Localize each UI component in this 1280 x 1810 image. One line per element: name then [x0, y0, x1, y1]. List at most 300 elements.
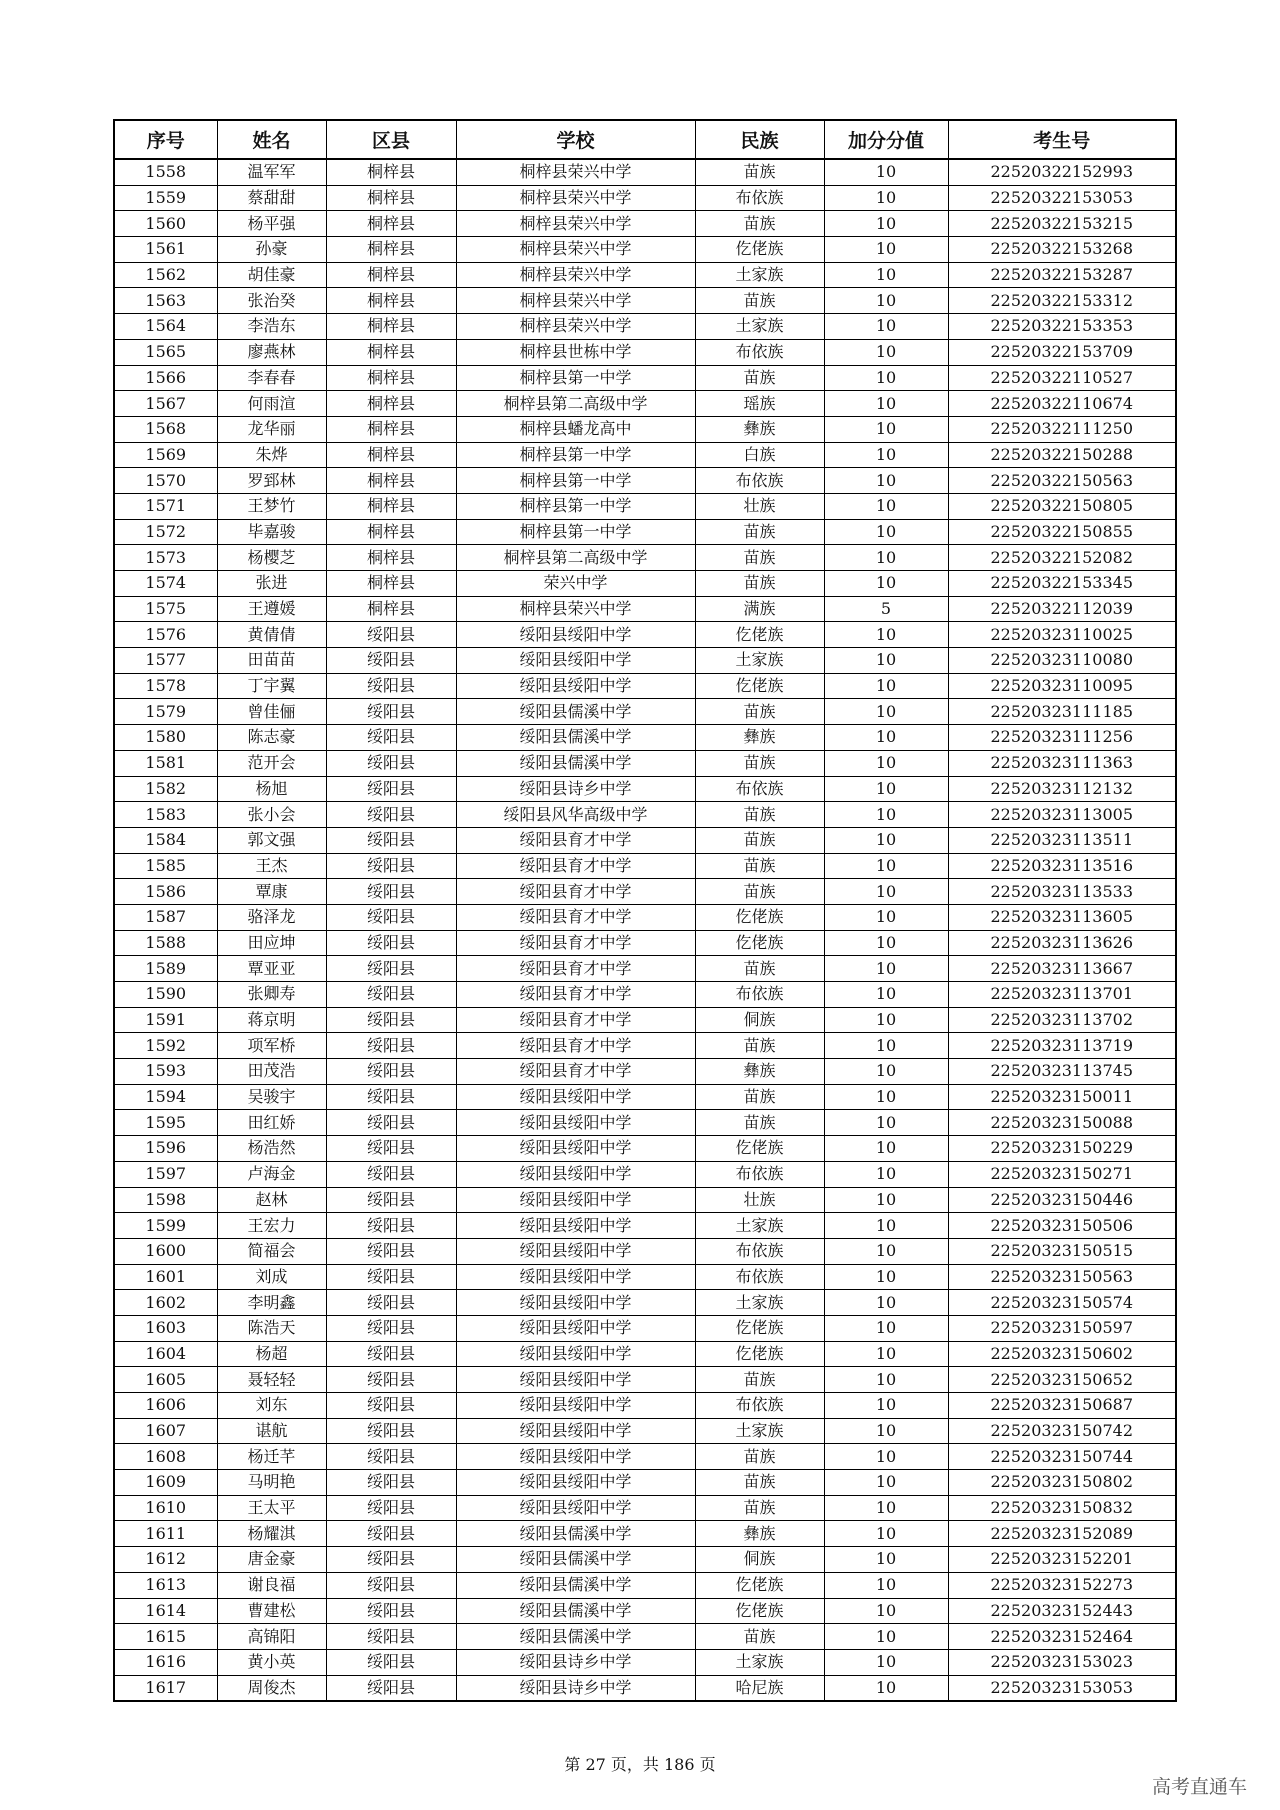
cell-exam-id: 22520323153053 [948, 1675, 1176, 1701]
cell-index: 1581 [114, 750, 217, 776]
cell-bonus-points: 10 [824, 648, 948, 674]
cell-index: 1563 [114, 288, 217, 314]
cell-school: 桐梓县第二高级中学 [456, 545, 695, 571]
cell-name: 廖燕林 [217, 339, 326, 365]
table-row [114, 391, 1176, 417]
header-school: 学校 [456, 120, 695, 159]
cell-index: 1578 [114, 673, 217, 699]
cell-name: 田红娇 [217, 1110, 326, 1136]
cell-ethnicity: 布依族 [695, 982, 824, 1008]
cell-name: 杨浩然 [217, 1136, 326, 1162]
cell-bonus-points: 10 [824, 1470, 948, 1496]
cell-exam-id: 22520323150088 [948, 1110, 1176, 1136]
cell-bonus-points: 10 [824, 1495, 948, 1521]
cell-ethnicity: 土家族 [695, 648, 824, 674]
cell-index: 1590 [114, 982, 217, 1008]
cell-county: 桐梓县 [326, 339, 456, 365]
cell-ethnicity: 仡佬族 [695, 1572, 824, 1598]
cell-bonus-points: 10 [824, 1675, 948, 1701]
cell-index: 1611 [114, 1521, 217, 1547]
cell-bonus-points: 10 [824, 262, 948, 288]
cell-exam-id: 22520322153268 [948, 237, 1176, 263]
cell-bonus-points: 10 [824, 159, 948, 185]
cell-exam-id: 22520323150652 [948, 1367, 1176, 1393]
cell-exam-id: 22520323150802 [948, 1470, 1176, 1496]
cell-exam-id: 22520322111250 [948, 416, 1176, 442]
table-row [114, 1495, 1176, 1521]
cell-ethnicity: 苗族 [695, 571, 824, 597]
cell-bonus-points: 10 [824, 904, 948, 930]
cell-school: 桐梓县世栋中学 [456, 339, 695, 365]
cell-bonus-points: 10 [824, 1572, 948, 1598]
cell-county: 绥阳县 [326, 699, 456, 725]
cell-exam-id: 22520323111363 [948, 750, 1176, 776]
cell-county: 桐梓县 [326, 365, 456, 391]
cell-county: 桐梓县 [326, 211, 456, 237]
cell-ethnicity: 仡佬族 [695, 1341, 824, 1367]
cell-bonus-points: 10 [824, 776, 948, 802]
cell-bonus-points: 10 [824, 1264, 948, 1290]
cell-ethnicity: 仡佬族 [695, 1315, 824, 1341]
cell-name: 蔡甜甜 [217, 185, 326, 211]
cell-name: 刘东 [217, 1393, 326, 1419]
cell-bonus-points: 10 [824, 1187, 948, 1213]
cell-county: 绥阳县 [326, 1418, 456, 1444]
cell-ethnicity: 彝族 [695, 416, 824, 442]
cell-name: 何雨渲 [217, 391, 326, 417]
cell-county: 绥阳县 [326, 725, 456, 751]
cell-bonus-points: 10 [824, 339, 948, 365]
cell-county: 桐梓县 [326, 519, 456, 545]
cell-index: 1617 [114, 1675, 217, 1701]
cell-index: 1614 [114, 1598, 217, 1624]
cell-school: 绥阳县绥阳中学 [456, 1161, 695, 1187]
table-row [114, 1341, 1176, 1367]
cell-exam-id: 22520323150229 [948, 1136, 1176, 1162]
cell-county: 桐梓县 [326, 416, 456, 442]
cell-index: 1607 [114, 1418, 217, 1444]
cell-name: 龙华丽 [217, 416, 326, 442]
cell-county: 绥阳县 [326, 1264, 456, 1290]
cell-school: 桐梓县蟠龙高中 [456, 416, 695, 442]
cell-county: 绥阳县 [326, 802, 456, 828]
cell-index: 1558 [114, 159, 217, 185]
cell-county: 绥阳县 [326, 1187, 456, 1213]
cell-name: 刘成 [217, 1264, 326, 1290]
cell-bonus-points: 5 [824, 596, 948, 622]
cell-index: 1598 [114, 1187, 217, 1213]
cell-county: 绥阳县 [326, 853, 456, 879]
table-row [114, 1161, 1176, 1187]
table-row [114, 1393, 1176, 1419]
cell-index: 1569 [114, 442, 217, 468]
cell-exam-id: 22520323111185 [948, 699, 1176, 725]
cell-county: 绥阳县 [326, 1033, 456, 1059]
cell-name: 赵林 [217, 1187, 326, 1213]
cell-name: 骆泽龙 [217, 904, 326, 930]
table-row [114, 956, 1176, 982]
cell-bonus-points: 10 [824, 1444, 948, 1470]
cell-name: 张进 [217, 571, 326, 597]
cell-county: 绥阳县 [326, 1470, 456, 1496]
cell-bonus-points: 10 [824, 1521, 948, 1547]
cell-index: 1585 [114, 853, 217, 879]
cell-index: 1567 [114, 391, 217, 417]
cell-county: 桐梓县 [326, 391, 456, 417]
cell-school: 桐梓县荣兴中学 [456, 314, 695, 340]
cell-index: 1605 [114, 1367, 217, 1393]
cell-school: 绥阳县绥阳中学 [456, 622, 695, 648]
cell-name: 罗郅林 [217, 468, 326, 494]
cell-bonus-points: 10 [824, 699, 948, 725]
header-index: 序号 [114, 120, 217, 159]
table-row [114, 648, 1176, 674]
cell-school: 绥阳县绥阳中学 [456, 1495, 695, 1521]
cell-bonus-points: 10 [824, 545, 948, 571]
cell-county: 桐梓县 [326, 442, 456, 468]
cell-county: 绥阳县 [326, 930, 456, 956]
cell-name: 谌航 [217, 1418, 326, 1444]
cell-exam-id: 22520323113667 [948, 956, 1176, 982]
cell-exam-id: 22520323113605 [948, 904, 1176, 930]
cell-name: 田苗苗 [217, 648, 326, 674]
cell-name: 谢良福 [217, 1572, 326, 1598]
cell-county: 绥阳县 [326, 1213, 456, 1239]
cell-school: 桐梓县荣兴中学 [456, 237, 695, 263]
table-row [114, 314, 1176, 340]
cell-ethnicity: 苗族 [695, 879, 824, 905]
cell-ethnicity: 苗族 [695, 1033, 824, 1059]
cell-school: 绥阳县育才中学 [456, 1059, 695, 1085]
cell-exam-id: 22520322153053 [948, 185, 1176, 211]
cell-county: 绥阳县 [326, 1367, 456, 1393]
cell-index: 1580 [114, 725, 217, 751]
cell-name: 简福会 [217, 1238, 326, 1264]
cell-school: 绥阳县育才中学 [456, 853, 695, 879]
cell-school: 绥阳县绥阳中学 [456, 1290, 695, 1316]
cell-index: 1575 [114, 596, 217, 622]
cell-county: 绥阳县 [326, 1341, 456, 1367]
cell-name: 朱烨 [217, 442, 326, 468]
cell-county: 绥阳县 [326, 1084, 456, 1110]
cell-name: 范开会 [217, 750, 326, 776]
cell-index: 1586 [114, 879, 217, 905]
cell-ethnicity: 苗族 [695, 211, 824, 237]
table-row [114, 1213, 1176, 1239]
cell-county: 桐梓县 [326, 314, 456, 340]
cell-index: 1566 [114, 365, 217, 391]
cell-ethnicity: 布依族 [695, 1393, 824, 1419]
cell-index: 1593 [114, 1059, 217, 1085]
cell-bonus-points: 10 [824, 185, 948, 211]
cell-exam-id: 22520323110080 [948, 648, 1176, 674]
cell-school: 绥阳县儒溪中学 [456, 1598, 695, 1624]
cell-ethnicity: 苗族 [695, 699, 824, 725]
table-row [114, 802, 1176, 828]
table-row [114, 776, 1176, 802]
cell-exam-id: 22520322110674 [948, 391, 1176, 417]
cell-index: 1560 [114, 211, 217, 237]
cell-bonus-points: 10 [824, 930, 948, 956]
cell-exam-id: 22520322153353 [948, 314, 1176, 340]
cell-bonus-points: 10 [824, 288, 948, 314]
cell-school: 桐梓县第一中学 [456, 442, 695, 468]
cell-county: 桐梓县 [326, 545, 456, 571]
cell-bonus-points: 10 [824, 1547, 948, 1573]
cell-ethnicity: 彝族 [695, 1059, 824, 1085]
cell-bonus-points: 10 [824, 211, 948, 237]
cell-bonus-points: 10 [824, 365, 948, 391]
cell-school: 绥阳县绥阳中学 [456, 1213, 695, 1239]
cell-school: 桐梓县第一中学 [456, 365, 695, 391]
cell-index: 1602 [114, 1290, 217, 1316]
cell-ethnicity: 土家族 [695, 314, 824, 340]
cell-ethnicity: 壮族 [695, 1187, 824, 1213]
cell-ethnicity: 侗族 [695, 1547, 824, 1573]
cell-county: 绥阳县 [326, 1136, 456, 1162]
table-row [114, 1059, 1176, 1085]
table-row [114, 1572, 1176, 1598]
table-row [114, 519, 1176, 545]
cell-name: 马明艳 [217, 1470, 326, 1496]
cell-county: 桐梓县 [326, 596, 456, 622]
cell-name: 张卿寿 [217, 982, 326, 1008]
cell-county: 绥阳县 [326, 1238, 456, 1264]
table-row [114, 596, 1176, 622]
cell-index: 1588 [114, 930, 217, 956]
table-row [114, 622, 1176, 648]
cell-ethnicity: 布依族 [695, 185, 824, 211]
cell-county: 绥阳县 [326, 1495, 456, 1521]
cell-school: 绥阳县绥阳中学 [456, 1238, 695, 1264]
cell-name: 张治癸 [217, 288, 326, 314]
table-row [114, 673, 1176, 699]
cell-school: 荣兴中学 [456, 571, 695, 597]
table-row [114, 1187, 1176, 1213]
table-row [114, 1367, 1176, 1393]
cell-ethnicity: 苗族 [695, 1444, 824, 1470]
cell-name: 黄小英 [217, 1649, 326, 1675]
cell-county: 桐梓县 [326, 468, 456, 494]
table-row [114, 442, 1176, 468]
cell-exam-id: 22520323113702 [948, 1007, 1176, 1033]
cell-name: 李明鑫 [217, 1290, 326, 1316]
cell-ethnicity: 彝族 [695, 725, 824, 751]
cell-school: 绥阳县绥阳中学 [456, 1470, 695, 1496]
cell-name: 陈浩天 [217, 1315, 326, 1341]
cell-school: 绥阳县儒溪中学 [456, 1624, 695, 1650]
header-ethnicity: 民族 [695, 120, 824, 159]
header-name: 姓名 [217, 120, 326, 159]
cell-school: 绥阳县育才中学 [456, 879, 695, 905]
cell-index: 1568 [114, 416, 217, 442]
cell-school: 绥阳县绥阳中学 [456, 1341, 695, 1367]
cell-index: 1604 [114, 1341, 217, 1367]
table-row [114, 1033, 1176, 1059]
cell-school: 绥阳县育才中学 [456, 1007, 695, 1033]
cell-index: 1573 [114, 545, 217, 571]
cell-bonus-points: 10 [824, 1084, 948, 1110]
table-row [114, 1238, 1176, 1264]
cell-school: 绥阳县绥阳中学 [456, 1444, 695, 1470]
cell-ethnicity: 满族 [695, 596, 824, 622]
cell-county: 绥阳县 [326, 1161, 456, 1187]
cell-exam-id: 22520323150597 [948, 1315, 1176, 1341]
cell-ethnicity: 仡佬族 [695, 673, 824, 699]
cell-county: 绥阳县 [326, 904, 456, 930]
cell-name: 王杰 [217, 853, 326, 879]
table-row [114, 468, 1176, 494]
cell-name: 周俊杰 [217, 1675, 326, 1701]
cell-exam-id: 22520322153345 [948, 571, 1176, 597]
table-row [114, 1110, 1176, 1136]
table-row [114, 1521, 1176, 1547]
cell-school: 绥阳县绥阳中学 [456, 1367, 695, 1393]
cell-ethnicity: 苗族 [695, 519, 824, 545]
cell-county: 绥阳县 [326, 1547, 456, 1573]
cell-bonus-points: 10 [824, 1110, 948, 1136]
table-row [114, 1418, 1176, 1444]
cell-index: 1559 [114, 185, 217, 211]
cell-ethnicity: 仡佬族 [695, 930, 824, 956]
table-row [114, 1264, 1176, 1290]
cell-exam-id: 22520322150563 [948, 468, 1176, 494]
cell-name: 田茂浩 [217, 1059, 326, 1085]
cell-exam-id: 22520323152273 [948, 1572, 1176, 1598]
cell-county: 绥阳县 [326, 827, 456, 853]
cell-school: 绥阳县儒溪中学 [456, 1521, 695, 1547]
cell-exam-id: 22520323150563 [948, 1264, 1176, 1290]
cell-bonus-points: 10 [824, 1213, 948, 1239]
cell-name: 曾佳俪 [217, 699, 326, 725]
cell-bonus-points: 10 [824, 519, 948, 545]
table-row [114, 493, 1176, 519]
cell-index: 1608 [114, 1444, 217, 1470]
table-row [114, 365, 1176, 391]
cell-ethnicity: 苗族 [695, 1624, 824, 1650]
cell-county: 绥阳县 [326, 1624, 456, 1650]
cell-school: 绥阳县绥阳中学 [456, 1187, 695, 1213]
table-row [114, 1624, 1176, 1650]
cell-exam-id: 22520323110095 [948, 673, 1176, 699]
cell-county: 绥阳县 [326, 673, 456, 699]
cell-school: 绥阳县育才中学 [456, 930, 695, 956]
cell-bonus-points: 10 [824, 1161, 948, 1187]
cell-ethnicity: 布依族 [695, 1264, 824, 1290]
cell-county: 桐梓县 [326, 262, 456, 288]
cell-ethnicity: 苗族 [695, 750, 824, 776]
cell-bonus-points: 10 [824, 493, 948, 519]
cell-bonus-points: 10 [824, 1624, 948, 1650]
cell-school: 绥阳县绥阳中学 [456, 1084, 695, 1110]
table-row [114, 982, 1176, 1008]
cell-exam-id: 22520323113626 [948, 930, 1176, 956]
cell-name: 王梦竹 [217, 493, 326, 519]
cell-school: 绥阳县绥阳中学 [456, 1264, 695, 1290]
table-row [114, 185, 1176, 211]
cell-index: 1595 [114, 1110, 217, 1136]
table-row [114, 725, 1176, 751]
cell-school: 绥阳县风华高级中学 [456, 802, 695, 828]
cell-index: 1603 [114, 1315, 217, 1341]
table-row [114, 1007, 1176, 1033]
cell-ethnicity: 仡佬族 [695, 904, 824, 930]
cell-index: 1562 [114, 262, 217, 288]
cell-ethnicity: 壮族 [695, 493, 824, 519]
cell-school: 桐梓县荣兴中学 [456, 211, 695, 237]
cell-school: 绥阳县儒溪中学 [456, 699, 695, 725]
cell-county: 绥阳县 [326, 776, 456, 802]
table-row [114, 339, 1176, 365]
cell-ethnicity: 哈尼族 [695, 1675, 824, 1701]
cell-county: 绥阳县 [326, 1393, 456, 1419]
cell-index: 1570 [114, 468, 217, 494]
cell-ethnicity: 仡佬族 [695, 1598, 824, 1624]
cell-exam-id: 22520323110025 [948, 622, 1176, 648]
cell-index: 1594 [114, 1084, 217, 1110]
cell-ethnicity: 苗族 [695, 1110, 824, 1136]
cell-school: 桐梓县荣兴中学 [456, 262, 695, 288]
cell-bonus-points: 10 [824, 416, 948, 442]
cell-county: 绥阳县 [326, 879, 456, 905]
cell-exam-id: 22520323150011 [948, 1084, 1176, 1110]
cell-name: 聂轻轻 [217, 1367, 326, 1393]
cell-exam-id: 22520323153023 [948, 1649, 1176, 1675]
cell-exam-id: 22520323150446 [948, 1187, 1176, 1213]
cell-index: 1583 [114, 802, 217, 828]
cell-index: 1610 [114, 1495, 217, 1521]
cell-name: 覃康 [217, 879, 326, 905]
cell-school: 桐梓县荣兴中学 [456, 596, 695, 622]
cell-index: 1606 [114, 1393, 217, 1419]
cell-school: 桐梓县荣兴中学 [456, 288, 695, 314]
cell-county: 桐梓县 [326, 493, 456, 519]
cell-county: 绥阳县 [326, 750, 456, 776]
table-row [114, 416, 1176, 442]
cell-name: 胡佳豪 [217, 262, 326, 288]
cell-bonus-points: 10 [824, 1649, 948, 1675]
cell-name: 田应坤 [217, 930, 326, 956]
cell-name: 杨樱芝 [217, 545, 326, 571]
table-row [114, 1598, 1176, 1624]
page-footer: 第 27 页，共 186 页 [564, 1755, 716, 1774]
cell-exam-id: 22520323113511 [948, 827, 1176, 853]
cell-county: 绥阳县 [326, 982, 456, 1008]
cell-exam-id: 22520322112039 [948, 596, 1176, 622]
cell-index: 1582 [114, 776, 217, 802]
cell-index: 1613 [114, 1572, 217, 1598]
cell-index: 1596 [114, 1136, 217, 1162]
header-county: 区县 [326, 120, 456, 159]
cell-ethnicity: 苗族 [695, 827, 824, 853]
cell-ethnicity: 土家族 [695, 1649, 824, 1675]
cell-exam-id: 22520322152082 [948, 545, 1176, 571]
cell-bonus-points: 10 [824, 622, 948, 648]
table-row [114, 904, 1176, 930]
cell-bonus-points: 10 [824, 1136, 948, 1162]
cell-county: 桐梓县 [326, 571, 456, 597]
cell-county: 绥阳县 [326, 1675, 456, 1701]
cell-ethnicity: 苗族 [695, 365, 824, 391]
cell-exam-id: 22520323152464 [948, 1624, 1176, 1650]
cell-exam-id: 22520323112132 [948, 776, 1176, 802]
cell-index: 1597 [114, 1161, 217, 1187]
cell-bonus-points: 10 [824, 750, 948, 776]
cell-ethnicity: 土家族 [695, 1213, 824, 1239]
cell-school: 绥阳县诗乡中学 [456, 1649, 695, 1675]
cell-index: 1591 [114, 1007, 217, 1033]
cell-bonus-points: 10 [824, 314, 948, 340]
